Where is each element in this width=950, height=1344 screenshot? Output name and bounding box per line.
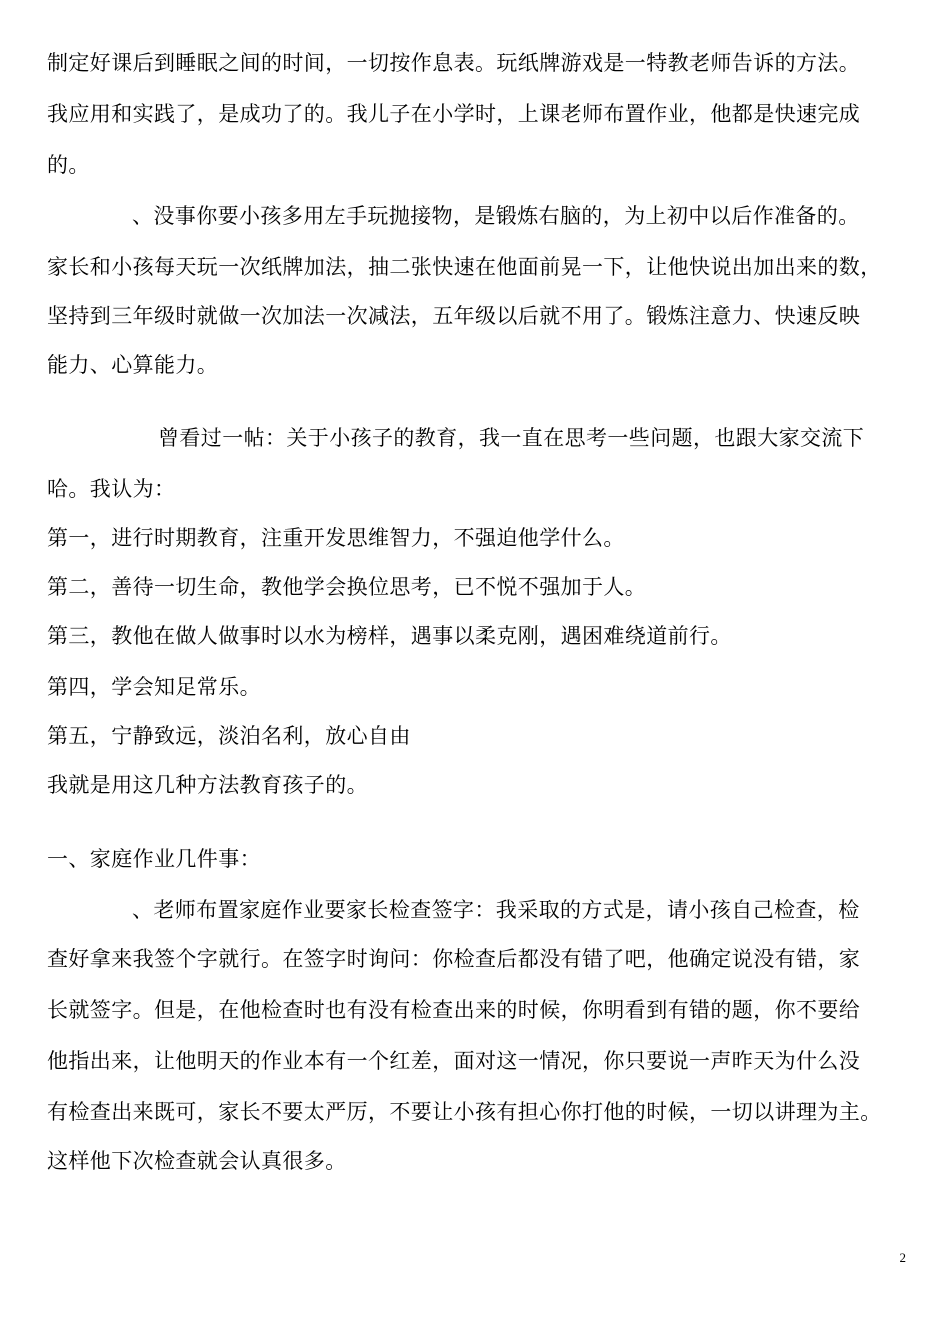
text-line: 第一，进行时期教育，注重开发思维智力，不强迫他学什么。	[47, 526, 625, 550]
text-line: 他指出来，让他明天的作业本有一个红差，面对这一情况，你只要说一声昨天为什么没	[47, 1049, 861, 1073]
text-line: 坚持到三年级时就做一次加法一次减法，五年级以后就不用了。锻炼注意力、快速反映	[47, 304, 861, 328]
text-line: 第二，善待一切生命，教他学会换位思考，已不悦不强加于人。	[47, 575, 647, 599]
text-line: 、老师布置家庭作业要家长检查签字：我采取的方式是，请小孩自己检查，检	[132, 898, 860, 922]
text-line: 第五，宁静致远，淡泊名利，放心自由	[47, 724, 411, 748]
text-line: 有检查出来既可，家长不要太严厉，不要让小孩有担心你打他的时候，一切以讲理为主。	[47, 1100, 882, 1124]
text-line: 第三，教他在做人做事时以水为榜样，遇事以柔克刚，遇困难绕道前行。	[47, 624, 732, 648]
text-line: 家长和小孩每天玩一次纸牌加法，抽二张快速在他面前晃一下，让他快说出加出来的数，	[47, 255, 882, 279]
text-line: 我应用和实践了，是成功了的。我儿子在小学时，上课老师布置作业，他都是快速完成	[47, 102, 861, 126]
text-line: 第四，学会知足常乐。	[47, 675, 261, 699]
text-line: 哈。我认为：	[47, 477, 176, 501]
text-line: 制定好课后到睡眠之间的时间，一切按作息表。玩纸牌游戏是一特教老师告诉的方法。	[47, 51, 861, 75]
text-line: 曾看过一帖：关于小孩子的教育，我一直在思考一些问题，也跟大家交流下	[158, 426, 865, 450]
text-line: 能力、心算能力。	[47, 353, 219, 377]
section-heading: 一、家庭作业几件事：	[47, 847, 261, 871]
text-line: 我就是用这几种方法教育孩子的。	[47, 773, 368, 797]
page-number: 2	[899, 1250, 906, 1265]
text-line: 长就签字。但是，在他检查时也有没有检查出来的时候，你明看到有错的题，你不要给	[47, 998, 861, 1022]
text-line: 这样他下次检查就会认真很多。	[47, 1149, 347, 1173]
text-line: 、没事你要小孩多用左手玩抛接物，是锻炼右脑的，为上初中以后作准备的。	[132, 204, 860, 228]
text-line: 查好拿来我签个字就行。在签字时询问：你检查后都没有错了吧，他确定说没有错，家	[47, 947, 861, 971]
text-line: 的。	[47, 153, 90, 177]
